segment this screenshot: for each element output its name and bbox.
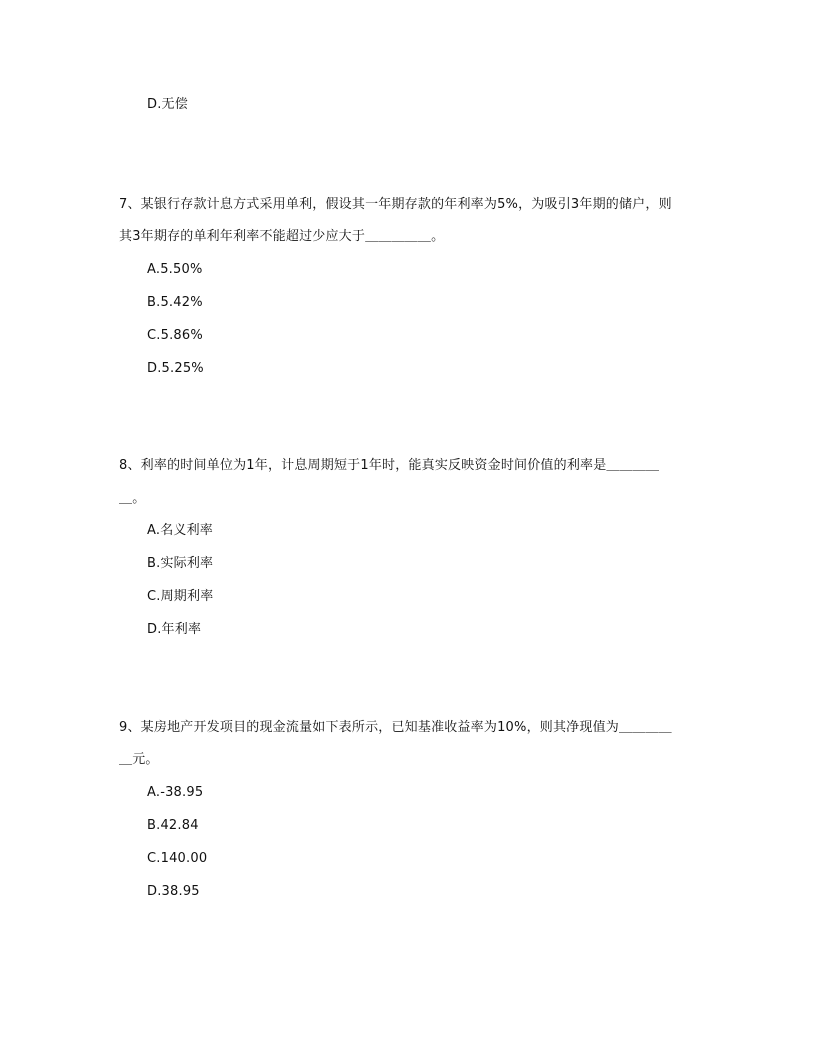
q9-stem-line-2: ＿元。	[119, 752, 159, 767]
q6-option-d: D.无偿	[147, 97, 188, 112]
q9-option-b: B.42.84	[147, 818, 199, 833]
q9-option-d: D.38.95	[147, 884, 200, 899]
q7-option-c: C.5.86%	[147, 328, 203, 343]
q8-stem-line-1: 8、利率的时间单位为1年，计息周期短于1年时，能真实反映资金时间价值的利率是＿＿＿＿	[119, 458, 660, 473]
q7-option-b: B.5.42%	[147, 295, 203, 310]
q7-option-d: D.5.25%	[147, 361, 204, 376]
q8-option-b: B.实际利率	[147, 556, 214, 571]
q8-option-a: A.名义利率	[147, 523, 213, 538]
q8-option-c: C.周期利率	[147, 589, 214, 604]
q7-option-a: A.5.50%	[147, 262, 203, 277]
q9-stem-line-1: 9、某房地产开发项目的现金流量如下表所示，已知基准收益率为10%，则其净现值为＿＿＿＿	[119, 720, 672, 735]
q8-stem-line-2: ＿。	[119, 491, 146, 506]
q8-option-d: D.年利率	[147, 622, 202, 637]
q9-option-a: A.-38.95	[147, 785, 204, 800]
q7-stem-line-1: 7、某银行存款计息方式采用单利，假设其一年期存款的年利率为5%，为吸引3年期的储户，则	[119, 197, 672, 212]
q7-stem-line-2: 其3年期存的单利年利率不能超过少应大于＿＿＿＿＿。	[119, 229, 445, 244]
q9-option-c: C.140.00	[147, 851, 208, 866]
